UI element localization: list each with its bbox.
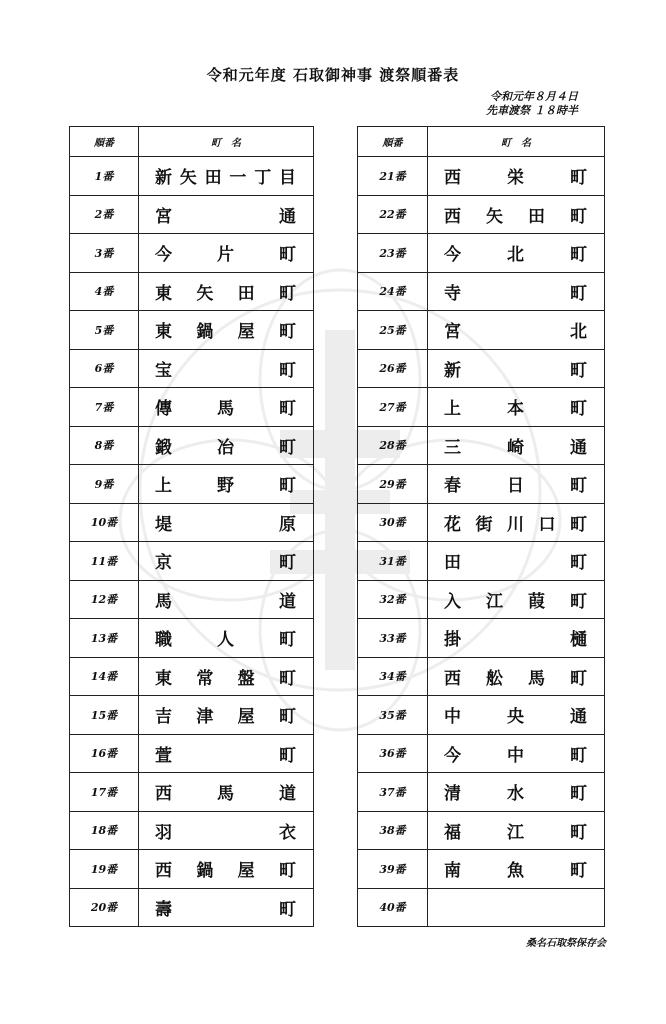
town-name: 西 矢 田 町 <box>444 206 588 227</box>
table-row <box>70 657 314 696</box>
town-name-cell <box>139 272 314 311</box>
town-name-cell <box>428 773 605 812</box>
order-number: 4番 <box>70 272 139 311</box>
table-row <box>70 426 314 465</box>
table-row <box>70 311 314 350</box>
organizer-name: 桑名石取祭保存会 <box>526 938 606 949</box>
column-header-number: 順番 <box>358 127 428 157</box>
town-name: 京 町 <box>155 553 297 574</box>
town-name-cell <box>428 734 605 773</box>
town-name: 中 央 通 <box>444 707 588 728</box>
column-header-name: 町 名 <box>139 127 314 157</box>
town-name-cell <box>139 311 314 350</box>
date-time-block <box>486 90 578 118</box>
table-row <box>70 503 314 542</box>
town-name: 寺 町 <box>444 283 588 304</box>
town-name-cell <box>428 811 605 850</box>
order-number: 29番 <box>358 465 428 504</box>
table-row <box>358 696 605 735</box>
town-name: 西 舩 馬 町 <box>444 668 588 689</box>
table-row <box>70 195 314 234</box>
page-title: 令和元年度 石取御神事 渡祭順番表 <box>206 66 460 84</box>
order-number: 34番 <box>358 657 428 696</box>
order-number: 37番 <box>358 773 428 812</box>
town-name-cell <box>428 542 605 581</box>
town-name-cell <box>139 349 314 388</box>
town-name-cell <box>428 619 605 658</box>
town-name-cell <box>139 503 314 542</box>
table-row <box>70 542 314 581</box>
town-name-cell <box>428 503 605 542</box>
order-number: 20番 <box>70 888 139 927</box>
town-name: 今 北 町 <box>444 245 588 266</box>
order-number: 23番 <box>358 234 428 273</box>
table-row <box>358 580 605 619</box>
town-name: 東 矢 田 町 <box>155 283 297 304</box>
order-number: 5番 <box>70 311 139 350</box>
order-number: 35番 <box>358 696 428 735</box>
town-name-cell <box>139 195 314 234</box>
town-name-cell <box>428 696 605 735</box>
order-number: 24番 <box>358 272 428 311</box>
column-header-name: 町 名 <box>428 127 605 157</box>
town-name: 上 野 町 <box>155 476 297 497</box>
town-name-cell <box>139 157 314 196</box>
town-name-cell <box>428 234 605 273</box>
order-table-right <box>357 126 605 927</box>
order-number: 10番 <box>70 503 139 542</box>
order-number: 1番 <box>70 157 139 196</box>
order-number: 33番 <box>358 619 428 658</box>
town-name-cell <box>428 195 605 234</box>
order-number: 18番 <box>70 811 139 850</box>
town-name-cell <box>139 234 314 273</box>
order-number: 40番 <box>358 888 428 927</box>
town-name: 新 町 <box>444 360 588 381</box>
table-row <box>70 850 314 889</box>
town-name: 壽 町 <box>155 899 297 920</box>
town-name: 春 日 町 <box>444 476 588 497</box>
table-row <box>358 734 605 773</box>
town-name-cell <box>428 426 605 465</box>
table-row <box>358 619 605 658</box>
order-table-left <box>69 126 314 927</box>
table-row <box>70 811 314 850</box>
town-name: 傳 馬 町 <box>155 399 297 420</box>
table-row <box>70 157 314 196</box>
table-row <box>358 388 605 427</box>
table-row <box>358 465 605 504</box>
town-name-cell <box>428 311 605 350</box>
town-name: 入 江 葭 町 <box>444 591 588 612</box>
town-name: 花 街 川 口 町 <box>444 514 588 535</box>
town-name-cell <box>428 157 605 196</box>
town-name: 西 馬 道 <box>155 784 297 805</box>
order-number: 21番 <box>358 157 428 196</box>
town-name-cell <box>139 773 314 812</box>
town-name-cell <box>139 388 314 427</box>
town-name: 萱 町 <box>155 745 297 766</box>
order-number: 26番 <box>358 349 428 388</box>
table-row <box>358 657 605 696</box>
town-name-cell <box>139 465 314 504</box>
town-name: 上 本 町 <box>444 399 588 420</box>
column-header-number: 順番 <box>70 127 139 157</box>
town-name-cell <box>428 850 605 889</box>
town-name: 宮 通 <box>155 206 297 227</box>
table-row <box>358 349 605 388</box>
order-number: 31番 <box>358 542 428 581</box>
town-name: 吉 津 屋 町 <box>155 707 297 728</box>
order-number: 14番 <box>70 657 139 696</box>
town-name: 馬 道 <box>155 591 297 612</box>
town-name-cell <box>139 580 314 619</box>
table-row <box>358 811 605 850</box>
order-number: 15番 <box>70 696 139 735</box>
town-name: 宮 北 <box>444 322 588 343</box>
town-name-cell <box>428 272 605 311</box>
town-name: 西 鍋 屋 町 <box>155 861 297 882</box>
order-number: 27番 <box>358 388 428 427</box>
order-number: 25番 <box>358 311 428 350</box>
town-name-cell <box>428 465 605 504</box>
town-name: 今 片 町 <box>155 245 297 266</box>
order-number: 28番 <box>358 426 428 465</box>
town-name-cell <box>139 811 314 850</box>
table-row <box>70 272 314 311</box>
town-name: 福 江 町 <box>444 822 588 843</box>
town-name: 東 常 盤 町 <box>155 668 297 689</box>
town-name-cell <box>139 657 314 696</box>
order-number: 7番 <box>70 388 139 427</box>
order-number: 36番 <box>358 734 428 773</box>
town-name: 西 栄 町 <box>444 168 588 189</box>
town-name-cell <box>139 850 314 889</box>
table-row <box>358 850 605 889</box>
order-number: 30番 <box>358 503 428 542</box>
table-row <box>70 234 314 273</box>
order-number: 16番 <box>70 734 139 773</box>
town-name: 東 鍋 屋 町 <box>155 322 297 343</box>
event-date: 令和元年８月４日 <box>490 90 578 103</box>
event-time: 先車渡祭 １８時半 <box>486 104 578 117</box>
table-row <box>70 888 314 927</box>
order-number: 6番 <box>70 349 139 388</box>
town-name-cell <box>139 696 314 735</box>
order-number: 11番 <box>70 542 139 581</box>
town-name-cell <box>428 580 605 619</box>
town-name-cell <box>428 888 605 927</box>
table-row <box>70 619 314 658</box>
order-number: 19番 <box>70 850 139 889</box>
table-row <box>358 426 605 465</box>
town-name: 羽 衣 <box>155 822 297 843</box>
town-name: 職 人 町 <box>155 630 297 651</box>
town-name-cell <box>428 349 605 388</box>
town-name: 南 魚 町 <box>444 861 588 882</box>
table-row <box>70 580 314 619</box>
town-name: 堤 原 <box>155 514 297 535</box>
table-row <box>70 349 314 388</box>
order-number: 13番 <box>70 619 139 658</box>
town-name: 掛 樋 <box>444 630 588 651</box>
table-row <box>358 888 605 927</box>
town-name-cell <box>139 542 314 581</box>
order-number: 2番 <box>70 195 139 234</box>
table-row <box>358 773 605 812</box>
table-row <box>358 195 605 234</box>
town-name: 田 町 <box>444 553 588 574</box>
table-row <box>358 157 605 196</box>
town-name: 鍛 冶 町 <box>155 437 297 458</box>
town-name-cell <box>139 619 314 658</box>
town-name: 清 水 町 <box>444 784 588 805</box>
table-row <box>70 696 314 735</box>
order-number: 38番 <box>358 811 428 850</box>
order-number: 12番 <box>70 580 139 619</box>
town-name: 三 崎 通 <box>444 437 588 458</box>
order-number: 9番 <box>70 465 139 504</box>
table-row <box>70 388 314 427</box>
table-row <box>358 272 605 311</box>
town-name-cell <box>139 888 314 927</box>
table-row <box>70 465 314 504</box>
table-row <box>358 234 605 273</box>
table-row <box>358 503 605 542</box>
town-name: 今 中 町 <box>444 745 588 766</box>
town-name: 宝 町 <box>155 360 297 381</box>
order-number: 39番 <box>358 850 428 889</box>
town-name: 新 矢 田 一 丁 目 <box>155 168 297 189</box>
table-row <box>70 773 314 812</box>
town-name-cell <box>428 657 605 696</box>
table-row <box>358 542 605 581</box>
order-number: 32番 <box>358 580 428 619</box>
order-number: 17番 <box>70 773 139 812</box>
order-number: 8番 <box>70 426 139 465</box>
order-number: 3番 <box>70 234 139 273</box>
order-number: 22番 <box>358 195 428 234</box>
town-name-cell <box>139 734 314 773</box>
table-row <box>358 311 605 350</box>
town-name-cell <box>428 388 605 427</box>
town-name-cell <box>139 426 314 465</box>
table-row <box>70 734 314 773</box>
